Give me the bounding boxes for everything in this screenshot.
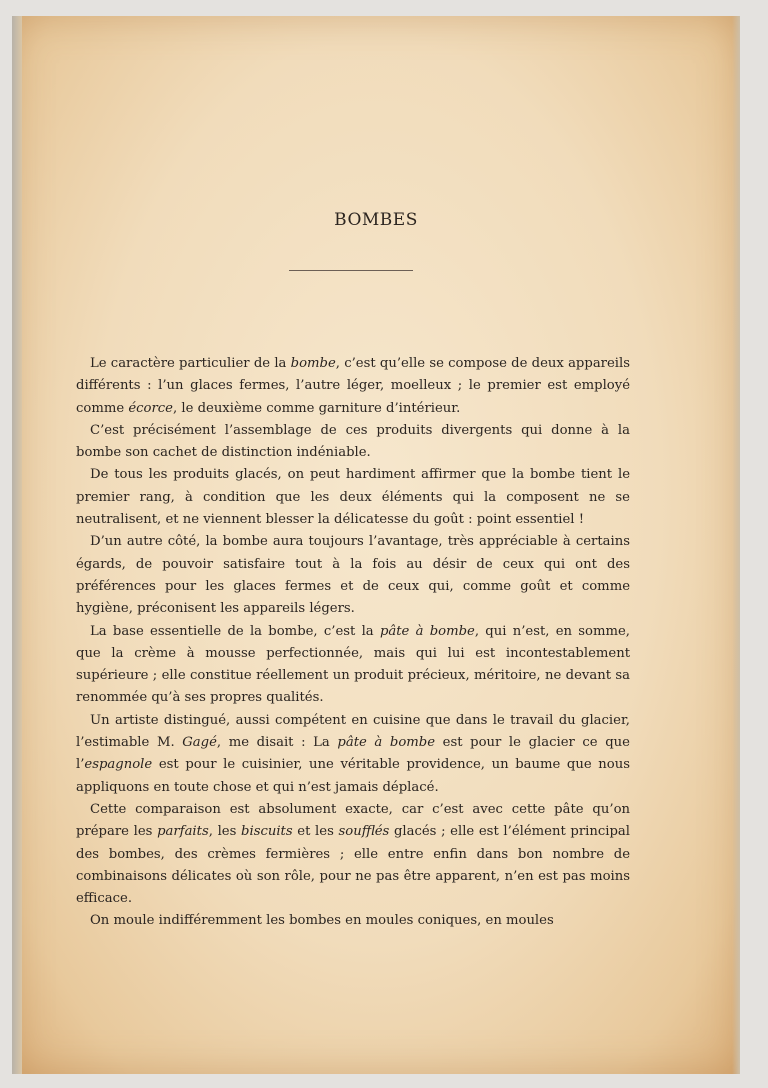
text-run: est pour le cuisinier, une véritable providence, un baume que nous appliquons en toute chose et qui n’est jamais déplacé.	[76, 757, 630, 795]
italic-term: espagnole	[84, 757, 153, 773]
italic-term: soufflés	[338, 824, 390, 840]
page-edge-shadow	[732, 16, 740, 1074]
italic-term: bombe	[290, 356, 336, 371]
text-run: Cette comparaison est absolument exacte, car c’est avec cette pâte qu’on prépare les	[76, 801, 630, 840]
paragraph	[76, 531, 630, 620]
paragraph	[76, 621, 630, 710]
title-divider	[289, 270, 413, 271]
page-title: BOMBES	[334, 210, 418, 230]
text-run: , les	[208, 824, 242, 840]
text-run: et les	[292, 824, 339, 840]
italic-term: écorce	[128, 400, 173, 416]
text-run: Un artiste distingué, aussi compétent en cuisine que dans le travail du glacier, l’estimable M.	[76, 712, 630, 751]
text-run: Le caractère particulier de la	[90, 356, 291, 371]
text-run: D’un autre côté, la bombe aura toujours l’avantage, très appréciable à certains égards, de pouvoir satisfaire tout à la fois au désir de ceux qui ont des préférences pour les glaces fermes et de ceux qui, comme goût et comme hygiène, préconisent les appareils légers.	[76, 534, 630, 617]
text-run: , me disait : La	[216, 735, 338, 751]
italic-term: parfaits	[157, 824, 209, 840]
text-run: La base essentielle de la bombe, c’est la	[90, 623, 380, 639]
paragraph	[76, 353, 630, 420]
text-run: C’est précisément l’assemblage de ces produits divergents qui donne à la bombe son cachet de distinction indéniable.	[76, 422, 630, 461]
italic-term: biscuits	[241, 824, 293, 840]
italic-term: pâte à bombe	[337, 735, 436, 751]
text-run: De tous les produits glacés, on peut hardiment affirmer que la bombe tient le premier rang, à condition que les deux éléments qui la composent ne se neutralisent, et ne viennent blesser la délicatesse du goût : point essentiel !	[76, 467, 630, 528]
paragraph	[76, 420, 630, 465]
paragraph	[76, 799, 630, 910]
text-run: , c’est qu’elle se compose de deux appareils différents : l’un glaces fermes, l’autre léger, moelleux ; le premier est employé comme	[76, 356, 630, 416]
text-run: glacés ; elle est l’élément principal des bombes, des crèmes fermières ; elle entre enfin dans bon nombre de combinaisons délicates où son rôle, pour ne pas être apparent, n’en est pas moins efficace.	[76, 824, 630, 907]
paragraph	[76, 464, 630, 531]
body-text	[76, 353, 630, 933]
text-run: On moule indifféremment les bombes en moules coniques, en moules	[90, 913, 554, 929]
italic-term: pâte à bombe	[379, 623, 475, 639]
text-run: , le deuxième comme garniture d’intérieur.	[172, 400, 461, 416]
book-page	[12, 16, 740, 1074]
text-run: est pour le glacier ce que l’	[76, 735, 630, 773]
paragraph	[76, 710, 630, 799]
text-run: , qui n’est, en somme, que la crème à mousse perfectionnée, mais qui lui est incontestablement supérieure ; elle constitue réellement un produit précieux, méritoire, ne devant sa renommée qu’à ses propres qualités.	[76, 623, 630, 706]
italic-term: Gagé	[182, 735, 217, 751]
paragraph	[76, 910, 630, 932]
